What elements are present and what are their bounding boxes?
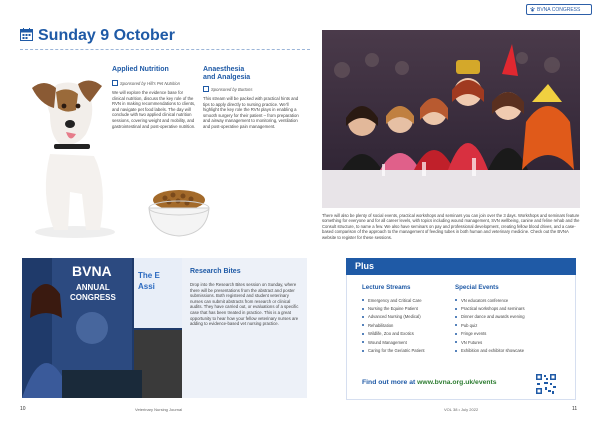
research-bites-body: Drop into the Research Bites session on Sunday, where there will be presentations from the abstract and poster submissions. Both registered and student veterinary nurses can submit abstracts from research or clinical audits. They have carried out, or evaluations of a specific case that has been treated in practice. This is a great opportunity to hear how your fellow veterinary nurses are adding to evidence-based vet nursing practice.: [190, 282, 299, 327]
dog-photo: [20, 74, 122, 240]
list-item: [455, 304, 565, 312]
checkbox-icon: [203, 86, 209, 92]
bullet-icon: [362, 333, 364, 335]
sponsor-text: Sponsored by Hill's Pet Nutrition: [120, 80, 180, 86]
bullet-icon: [455, 333, 457, 335]
list-item: [455, 346, 565, 354]
bullet-icon: [455, 316, 457, 318]
speaker-scene: [22, 258, 182, 398]
qr-code-icon[interactable]: [535, 373, 557, 395]
bullet-icon: [455, 350, 457, 352]
list-item: [455, 321, 565, 329]
list-item: [362, 338, 452, 346]
bullet-icon: [362, 341, 364, 343]
bullet-icon: [362, 350, 364, 352]
list-item-label: Advanced Nursing (Medical): [368, 314, 421, 320]
research-bites-heading: Research Bites: [190, 268, 241, 275]
paw-icon: [530, 7, 535, 12]
list-item-label: Pub quiz: [461, 322, 478, 328]
bvna-speaker-photo: [22, 258, 182, 398]
special-events-heading: Special Events: [455, 284, 499, 291]
list-item: [362, 330, 452, 338]
journal-name: Veterinary Nursing Journal: [135, 407, 183, 412]
page-number-left: 10: [20, 406, 26, 412]
applied-nutrition-heading: Applied Nutrition: [112, 66, 169, 73]
food-bowl-photo: [143, 186, 215, 240]
checkbox-icon: [112, 80, 118, 86]
list-item: [362, 296, 452, 304]
lecture-streams-heading: Lecture Streams: [362, 284, 411, 291]
bullet-icon: [362, 299, 364, 301]
list-item-label: Rehabilitation: [368, 322, 394, 328]
congress-tag-label: BVNA CONGRESS: [537, 6, 581, 13]
bullet-icon: [455, 299, 457, 301]
events-link[interactable]: www.bvna.org.uk/events: [417, 379, 497, 386]
find-out-more: [362, 379, 497, 386]
list-item-label: Wound Management: [368, 339, 407, 345]
plus-title: Plus: [346, 258, 576, 275]
list-item: [455, 313, 565, 321]
list-item: [362, 321, 452, 329]
list-item: [455, 330, 565, 338]
list-item-label: Practical workshops and seminars: [461, 306, 525, 312]
party-scene: [322, 30, 580, 208]
list-item-label: Caring for the Geriatric Patient: [368, 348, 425, 354]
banner-bvna: BVNA: [72, 263, 112, 279]
bullet-icon: [455, 308, 457, 310]
party-photo: [322, 30, 580, 208]
find-out-prefix: Find out more at: [362, 379, 418, 386]
lecture-streams-column: [362, 284, 452, 355]
list-item: [455, 338, 565, 346]
list-item-label: Dinner dance and awards evening: [461, 314, 525, 320]
list-item: [455, 296, 565, 304]
party-caption: There will also be plenty of social events, practical workshops and seminars you can join over the 3 days. Workshops and seminars feature something for everyone and for all career levels, with topics including wound management, SVN wellbeing, canine and feline rehab and the Consult structure, to name a few. We also have seminars on pay and professional development, creating fellow blood drives, and a case-based comparison of the approach to the management of feeding tubes in both human and veterinary medicine. Check out the BVNA website to register for these sessions.: [322, 213, 580, 240]
list-item: [362, 346, 452, 354]
anaesthesia-heading-1: Anaesthesia: [203, 66, 245, 73]
bullet-icon: [362, 308, 364, 310]
list-item-label: Wildlife, Zoo and Exotics: [368, 331, 414, 337]
issue-info: VOL 38 • July 2022: [444, 407, 479, 412]
banner-congress: CONGRESS: [70, 293, 116, 302]
bullet-icon: [362, 324, 364, 326]
anaesthesia-section: [203, 66, 299, 130]
page-number-right: 11: [572, 406, 578, 412]
calendar-icon: [20, 28, 33, 41]
list-item-label: Emergency and Critical Care: [368, 297, 422, 303]
list-item-label: VN educators conference: [461, 297, 509, 303]
applied-nutrition-body: We will explore the evidence base for clinical nutrition, discuss the key role of the RVN in making recommendations to clients, and navigate pet food labels. The day will conclude with two applied clinical nutrition sessions, covering weight and mobility, and gastrointestinal and post-operative nutrition.: [112, 90, 196, 129]
special-events-column: [455, 284, 565, 355]
applied-nutrition-section: [112, 66, 196, 129]
list-item-label: Exhibition and exhibitor showcase: [461, 348, 525, 354]
applied-nutrition-sponsor: [112, 80, 196, 86]
divider: [20, 49, 310, 50]
anaesthesia-body: This stream will be packed with practical hints and tips to apply directly to nursing practice. We'll highlight the key role the RVN plays in enabling a smooth surgery for their patient – from preparation and airway management to monitoring, ventilation and post-operative pain management.: [203, 96, 299, 129]
list-item: [362, 304, 452, 312]
anaesthesia-sponsor: [203, 86, 299, 92]
bullet-icon: [455, 341, 457, 343]
congress-tag: [526, 4, 592, 15]
banner-side-text: The E: [138, 271, 160, 280]
banner-annual: ANNUAL: [76, 283, 110, 292]
bullet-icon: [362, 316, 364, 318]
banner-side-text-2: Assi: [138, 282, 155, 291]
list-item-label: VN Futures: [461, 339, 483, 345]
day-title: Sunday 9 October: [38, 27, 175, 44]
sponsor-text: Sponsored by Burtons: [211, 86, 253, 92]
list-item-label: Fringe events: [461, 331, 487, 337]
list-item-label: Nursing the Equine Patient: [368, 306, 418, 312]
list-item: [362, 313, 452, 321]
bullet-icon: [455, 324, 457, 326]
anaesthesia-heading-2: and Analgesia: [203, 74, 251, 81]
